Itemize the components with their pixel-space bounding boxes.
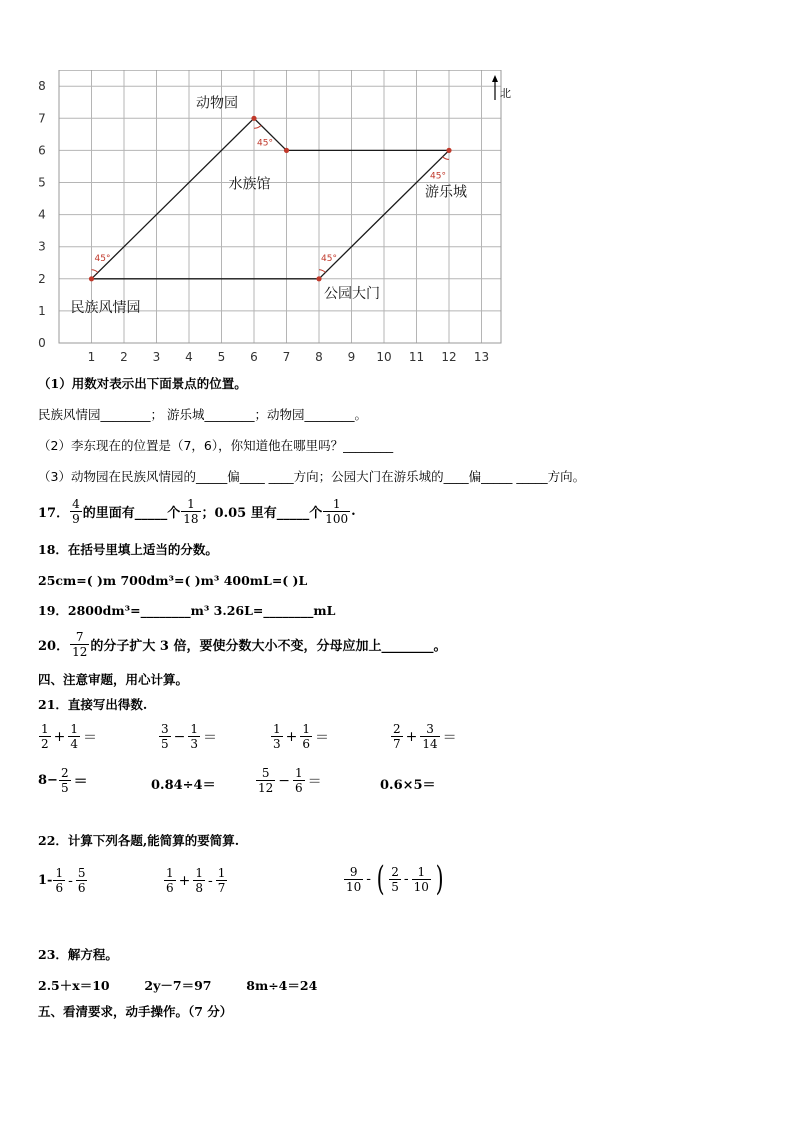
- location-point: [446, 148, 451, 153]
- q21-expr-7: [255, 766, 324, 795]
- coordinate-map: [30, 70, 530, 370]
- q21-expr-6: 0.84÷4＝: [151, 778, 216, 793]
- y-tick-label: 0: [38, 336, 46, 350]
- fraction: [164, 866, 176, 895]
- x-tick-label: 11: [408, 350, 425, 364]
- numerator: 1: [273, 722, 281, 736]
- q21-expr-5: [38, 766, 90, 795]
- denominator: 6: [77, 881, 86, 895]
- q17-number: 17．: [38, 506, 70, 521]
- denominator: 10: [346, 879, 362, 894]
- denominator: 100: [325, 512, 349, 526]
- q17-text-2: ；0.05 里有_____个: [201, 506, 323, 521]
- numerator: 5: [77, 866, 86, 880]
- denominator: 9: [72, 512, 80, 526]
- numerator: 1: [295, 766, 303, 780]
- numerator: 1: [332, 497, 341, 511]
- fraction: [59, 766, 71, 795]
- north-arrow-head-icon: [492, 75, 498, 82]
- y-tick-label: 3: [38, 239, 46, 254]
- q17-text-3: .: [351, 504, 356, 519]
- angle-label: 45°: [321, 253, 337, 264]
- equals-sign: ＝: [203, 729, 218, 746]
- numerator: 1: [166, 866, 174, 880]
- denominator: 12: [72, 645, 88, 659]
- fraction: [76, 866, 88, 895]
- fraction: [412, 865, 431, 894]
- numerator: 1: [187, 497, 195, 511]
- q17-text-1: 的里面有_____个: [82, 506, 181, 521]
- right-parenthesis: ): [435, 859, 444, 899]
- location-point: [316, 276, 321, 281]
- equals-sign: ＝: [315, 729, 330, 746]
- location-point: [251, 116, 256, 121]
- route-segment: [92, 118, 255, 278]
- fraction: [188, 722, 200, 751]
- angle-arc: [92, 270, 98, 273]
- denominator: 2: [41, 737, 49, 751]
- denominator: 5: [391, 879, 399, 894]
- fraction: [389, 865, 401, 894]
- numerator: 7: [75, 630, 84, 644]
- q20: [38, 630, 446, 659]
- q22-title: 22．计算下列各题,能简算的要简算.: [38, 833, 240, 848]
- fraction: [193, 866, 205, 895]
- y-tick-label: 8: [38, 79, 46, 94]
- denominator: 3: [190, 737, 199, 751]
- q21-expr-1: [38, 722, 99, 751]
- angle-label: 45°: [94, 253, 111, 264]
- angle-arc: [443, 157, 449, 160]
- y-tick-label: 2: [38, 271, 46, 286]
- denominator: 7: [217, 881, 226, 895]
- numerator: 1: [55, 866, 64, 880]
- operator: +: [405, 728, 418, 745]
- x-tick-label: 7: [282, 350, 291, 364]
- denominator: 5: [60, 781, 69, 795]
- fraction: [216, 866, 228, 895]
- x-tick-label: 12: [441, 350, 457, 364]
- q23-title: 23．解方程。: [38, 947, 118, 962]
- equals-sign: ＝: [73, 773, 88, 790]
- operator: +: [285, 728, 298, 745]
- q17-fraction-4-9: [70, 497, 82, 526]
- equals-sign: ＝: [307, 773, 322, 790]
- denominator: 6: [302, 737, 311, 751]
- numerator: 3: [426, 722, 434, 736]
- x-tick-label: 10: [376, 350, 392, 364]
- q16-part1: （1）用数对表示出下面景点的位置。: [38, 376, 247, 391]
- q21-expr-8: 0.6×5＝: [380, 778, 436, 793]
- y-tick-label: 4: [38, 207, 46, 222]
- numerator: 2: [393, 722, 401, 736]
- fraction: [271, 722, 283, 751]
- numerator: 1: [302, 722, 311, 736]
- y-tick-label: 6: [38, 143, 46, 158]
- numerator: 5: [261, 766, 270, 780]
- operator: +: [53, 728, 66, 745]
- q21-expr-4: [390, 722, 459, 751]
- numerator: 1: [417, 864, 426, 879]
- fraction: [344, 865, 363, 894]
- q17-fraction-1-18: [181, 497, 200, 526]
- x-tick-label: 9: [347, 350, 356, 364]
- q23-equations: 2.5＋x＝10 2y－7＝97 8m÷4＝24: [38, 978, 318, 993]
- fraction: [391, 722, 403, 751]
- x-tick-label: 13: [473, 350, 490, 364]
- q21-expr-2: [158, 722, 219, 751]
- north-label: 北: [500, 87, 511, 100]
- operator: −: [278, 772, 291, 789]
- fraction: [420, 722, 439, 751]
- operator: −: [173, 728, 186, 745]
- q22-calc-2: [163, 866, 228, 895]
- x-tick-label: 1: [87, 350, 96, 364]
- q21-title: 21．直接写出得数.: [38, 697, 148, 712]
- place-label-zoo: 动物园: [196, 95, 238, 112]
- denominator: 5: [161, 737, 169, 751]
- y-tick-label: 5: [38, 175, 46, 190]
- denominator: 14: [422, 737, 438, 751]
- equals-sign: ＝: [83, 729, 98, 746]
- y-tick-label: 7: [38, 111, 46, 126]
- q16-part3: （3）动物园在民族风情园的_____偏____ ____方向；公园大门在游乐城的____偏_____ _____方向。: [38, 469, 586, 484]
- q17-fraction-1-100: [323, 497, 350, 526]
- angle-arc: [254, 125, 261, 128]
- numerator: 3: [161, 722, 169, 736]
- numerator: 1: [41, 722, 49, 736]
- section-5-heading: 五、看清要求，动手操作。（7 分）: [38, 1004, 233, 1019]
- denominator: 6: [295, 781, 303, 795]
- numerator: 2: [60, 766, 69, 780]
- fraction: [159, 722, 171, 751]
- denominator: 8: [195, 881, 204, 895]
- x-tick-label: 5: [217, 350, 226, 364]
- numerator: 1: [195, 866, 204, 880]
- leading-term: 1-: [38, 873, 53, 888]
- numerator: 2: [391, 864, 399, 879]
- leading-term: 8−: [38, 773, 58, 788]
- angle-label: 45°: [257, 138, 273, 149]
- operator: +: [178, 872, 191, 889]
- fraction: [256, 766, 275, 795]
- operator: -: [403, 871, 409, 887]
- operator: -: [208, 872, 213, 889]
- left-parenthesis: (: [376, 859, 385, 899]
- denominator: 18: [183, 512, 199, 526]
- q20-text: 的分子扩大 3 倍，要使分数大小不变，分母应加上________。: [90, 639, 447, 654]
- equals-sign: ＝: [442, 729, 457, 746]
- operator: -: [68, 872, 73, 889]
- fraction: [68, 722, 80, 751]
- place-label-gate: 公园大门: [324, 285, 380, 302]
- numerator: 1: [70, 722, 79, 736]
- numerator: 9: [349, 864, 358, 879]
- place-label-folk: 民族风情园: [70, 299, 141, 316]
- q22-calc-1: [38, 866, 88, 895]
- angle-arc: [319, 270, 325, 273]
- x-tick-label: 6: [250, 350, 258, 364]
- y-tick-label: 1: [38, 303, 46, 318]
- denominator: 3: [273, 737, 281, 751]
- denominator: 6: [166, 881, 174, 895]
- fraction: [39, 722, 51, 751]
- q21-expr-3: [270, 722, 331, 751]
- denominator: 7: [393, 737, 401, 751]
- fraction: [300, 722, 312, 751]
- fraction: [53, 866, 65, 895]
- q18-title: 18．在括号里填上适当的分数。: [38, 542, 218, 557]
- q18-line: 25cm=( )m 700dm³=( )m³ 400mL=( )L: [38, 573, 308, 588]
- location-point: [89, 276, 94, 281]
- numerator: 1: [217, 866, 226, 880]
- operator: -: [366, 871, 372, 887]
- x-tick-label: 2: [120, 350, 128, 364]
- section-4-heading: 四、注意审题，用心计算。: [38, 672, 189, 687]
- q17: [38, 497, 356, 526]
- denominator: 4: [70, 737, 79, 751]
- x-tick-label: 3: [152, 350, 161, 364]
- denominator: 6: [55, 881, 64, 895]
- q22-calc-3: [343, 859, 447, 899]
- numerator: 1: [190, 722, 199, 736]
- q20-number: 20．: [38, 639, 70, 654]
- place-label-amusement: 游乐城: [425, 184, 467, 201]
- q20-fraction-7-12: [70, 630, 89, 659]
- denominator: 10: [413, 879, 429, 894]
- angle-label: 45°: [430, 171, 446, 182]
- fraction: [293, 766, 305, 795]
- x-tick-label: 8: [315, 350, 323, 364]
- denominator: 12: [258, 781, 274, 795]
- q19-line: 19．2800dm³=________m³ 3.26L=________mL: [38, 603, 336, 618]
- q16-part1-fill: 民族风情园________； 游乐城________；动物园________。: [38, 407, 367, 422]
- numerator: 4: [72, 497, 80, 511]
- q16-part2: （2）李东现在的位置是（7，6），你知道他在哪里吗？________: [38, 438, 394, 453]
- place-label-aquarium: 水族馆: [228, 176, 271, 193]
- x-tick-label: 4: [185, 350, 193, 364]
- location-point: [284, 148, 289, 153]
